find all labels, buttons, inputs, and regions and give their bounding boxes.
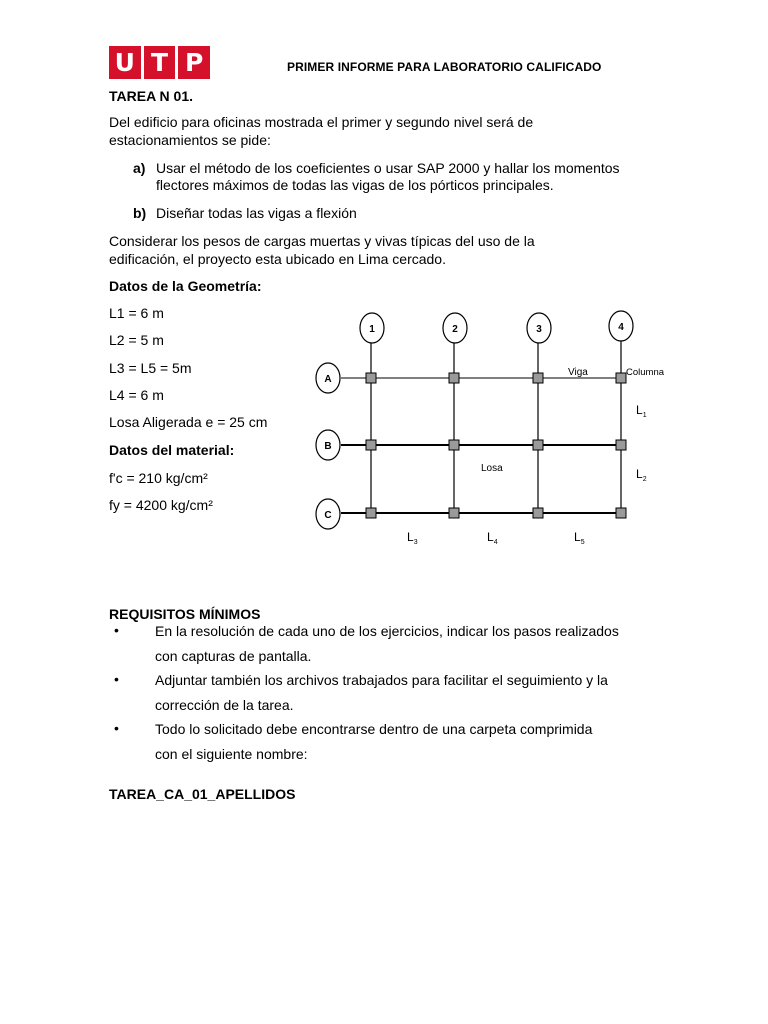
material-fy: fy = 4200 kg/cm² [109, 497, 213, 513]
material-fc: f'c = 210 kg/cm² [109, 470, 208, 486]
req-bullet-3: • [114, 720, 119, 736]
logo-letter-u: U [109, 46, 141, 79]
consider-line-2: edificación, el proyecto esta ubicado en Lima cercado. [109, 251, 446, 267]
column-a1 [366, 373, 376, 383]
geometry-slab: Losa Aligerada e = 25 cm [109, 414, 268, 430]
req-2-line-2: corrección de la tarea. [155, 697, 294, 713]
submission-filename: TAREA_CA_01_APELLIDOS [109, 786, 296, 802]
column-c3 [533, 508, 543, 518]
geometry-l3-l5: L3 = L5 = 5m [109, 360, 192, 376]
intro-line-1: Del edificio para oficinas mostrada el primer y segundo nivel será de [109, 114, 534, 130]
req-bullet-2: • [114, 671, 119, 687]
span-label-l1: $L_1$ [636, 403, 647, 419]
geometry-heading: Datos de la Geometría: [109, 278, 262, 294]
span-label-l4: $L_4$ [487, 530, 498, 546]
req-3-line-2: con el siguiente nombre: [155, 746, 308, 762]
req-3-line-1: Todo lo solicitado debe encontrarse dentro de una carpeta comprimida [155, 721, 593, 737]
item-a-line-2: flectores máximos de todas las vigas de los pórticos principales. [156, 177, 554, 193]
column-a2 [449, 373, 459, 383]
req-bullet-1: • [114, 622, 119, 638]
column-c4 [616, 508, 626, 518]
requirements-heading: REQUISITOS MÍNIMOS [109, 606, 261, 622]
span-label-l5: $L_5$ [574, 530, 585, 546]
label-viga: Viga [568, 367, 588, 378]
axis-label-1: 1 [369, 324, 375, 335]
task-heading: TAREA N 01. [109, 88, 194, 104]
column-b2 [449, 440, 459, 450]
geometry-l4: L4 = 6 m [109, 387, 164, 403]
column-c1 [366, 508, 376, 518]
horizontal-beams [341, 378, 621, 513]
intro-line-2: estacionamientos se pide: [109, 132, 271, 148]
logo-letter-t: T [144, 46, 176, 79]
column-a4 [616, 373, 626, 383]
column-c2 [449, 508, 459, 518]
logo-letter-p: P [178, 46, 210, 79]
axis-label-b: B [324, 441, 332, 452]
req-1-line-1: En la resolución de cada uno de los ejercicios, indicar los pasos realizados [155, 623, 619, 639]
document-header-title: PRIMER INFORME PARA LABORATORIO CALIFICADO [287, 60, 602, 74]
req-1-line-2: con capturas de pantalla. [155, 648, 312, 664]
geometry-l2: L2 = 5 m [109, 332, 164, 348]
column-b3 [533, 440, 543, 450]
column-b4 [616, 440, 626, 450]
consider-line-1: Considerar los pesos de cargas muertas y vivas típicas del uso de la [109, 233, 535, 249]
structural-plan-diagram [312, 306, 668, 556]
item-b-line-1: Diseñar todas las vigas a flexión [156, 205, 357, 221]
span-label-l2: $L_2$ [636, 467, 647, 483]
material-heading: Datos del material: [109, 442, 235, 458]
label-columna: Columna [626, 367, 665, 378]
axis-label-4: 4 [618, 322, 624, 333]
column-b1 [366, 440, 376, 450]
item-a-line-1: Usar el método de los coeficientes o usar SAP 2000 y hallar los momentos [156, 160, 620, 176]
axis-label-3: 3 [536, 324, 542, 335]
req-2-line-1: Adjuntar también los archivos trabajados para facilitar el seguimiento y la [155, 672, 608, 688]
span-label-l3: $L_3$ [407, 530, 418, 546]
axis-label-c: C [324, 510, 332, 521]
utp-logo [109, 46, 210, 79]
axis-label-a: A [324, 374, 332, 385]
geometry-l1: L1 = 6 m [109, 305, 164, 321]
item-a-label: a) [133, 160, 146, 176]
label-losa: Losa [481, 463, 503, 474]
column-a3 [533, 373, 543, 383]
axis-label-2: 2 [452, 324, 458, 335]
item-b-label: b) [133, 205, 147, 221]
